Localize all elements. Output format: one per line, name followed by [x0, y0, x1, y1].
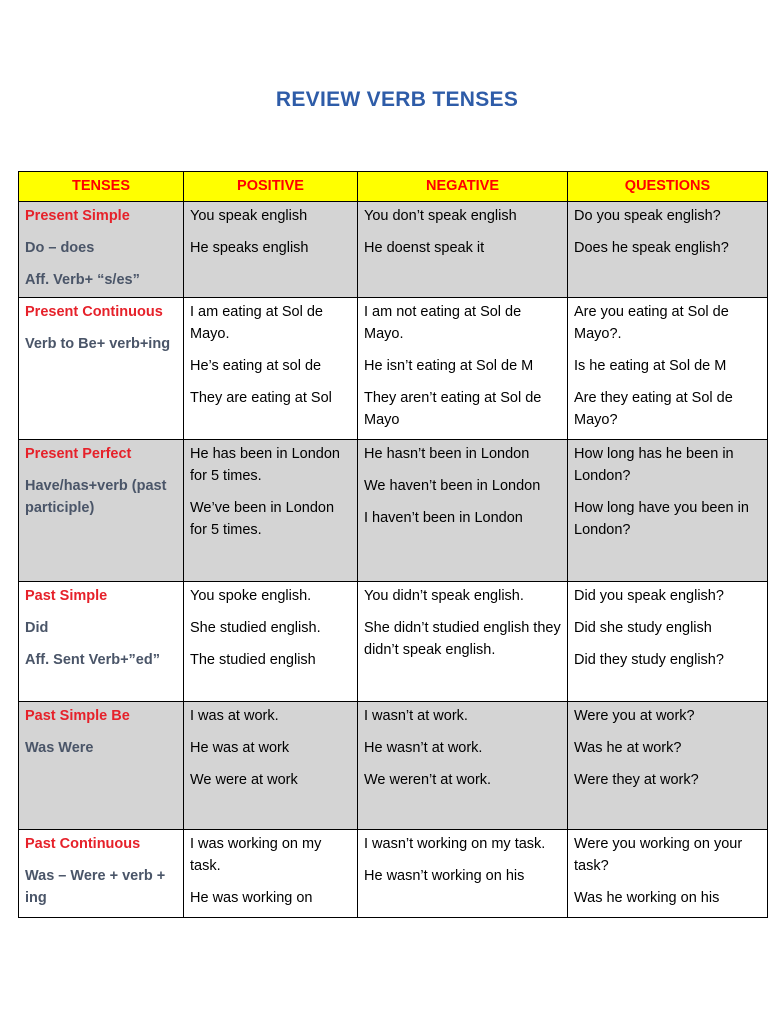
example-sentence: Were you working on your task? — [574, 836, 743, 874]
example-sentence: I wasn’t at work. — [364, 708, 468, 724]
example-sentence: They are eating at Sol — [190, 390, 332, 406]
table-row — [19, 202, 768, 298]
header-negative: NEGATIVE — [358, 172, 568, 202]
questions-cell — [568, 702, 768, 830]
tense-rule: Was Were — [25, 740, 94, 756]
tense-rule: Verb to Be+ verb+ing — [25, 336, 171, 352]
example-sentence: He isn’t eating at Sol de M — [364, 358, 534, 374]
example-sentence: We were at work — [190, 772, 298, 788]
tense-name: Past Simple — [25, 588, 108, 604]
questions-cell — [568, 202, 768, 298]
tense-rule: Did — [25, 620, 49, 636]
negative-cell — [358, 440, 568, 582]
positive-cell — [184, 202, 358, 298]
example-sentence: He hasn’t been in London — [364, 446, 530, 462]
table-row — [19, 440, 768, 582]
example-sentence: Did you speak english? — [574, 588, 724, 604]
example-sentence: Are they eating at Sol de Mayo? — [574, 390, 733, 428]
example-sentence: We haven’t been in London — [364, 478, 541, 494]
header-positive: POSITIVE — [184, 172, 358, 202]
tense-name: Present Simple — [25, 208, 130, 224]
negative-cell — [358, 702, 568, 830]
example-sentence: We’ve been in London for 5 times. — [190, 500, 335, 538]
example-sentence: He speaks english — [190, 240, 309, 256]
questions-cell — [568, 440, 768, 582]
tense-rule: Do – does — [25, 240, 95, 256]
example-sentence: I was at work. — [190, 708, 279, 724]
negative-cell — [358, 582, 568, 702]
tense-name: Past Simple Be — [25, 708, 130, 724]
tense-cell — [19, 440, 184, 582]
example-sentence: You didn’t speak english. — [364, 588, 524, 604]
tense-cell — [19, 830, 184, 918]
example-sentence: You spoke english. — [190, 588, 312, 604]
example-sentence: He was at work — [190, 740, 290, 756]
example-sentence: We weren’t at work. — [364, 772, 492, 788]
example-sentence: I am not eating at Sol de Mayo. — [364, 304, 522, 342]
positive-cell — [184, 440, 358, 582]
example-sentence: He’s eating at sol de — [190, 358, 322, 374]
table-header-row — [19, 172, 768, 202]
example-sentence: Did she study english — [574, 620, 712, 636]
example-sentence: How long have you been in London? — [574, 500, 749, 538]
example-sentence: He has been in London for 5 times. — [190, 446, 340, 484]
tense-cell — [19, 202, 184, 298]
example-sentence: The studied english — [190, 652, 316, 668]
example-sentence: You speak english — [190, 208, 308, 224]
questions-cell — [568, 582, 768, 702]
example-sentence: He wasn’t at work. — [364, 740, 483, 756]
positive-cell — [184, 298, 358, 440]
example-sentence: He wasn’t working on his — [364, 868, 525, 884]
example-sentence: Were they at work? — [574, 772, 699, 788]
example-sentence: Was he at work? — [574, 740, 682, 756]
tense-rule: Aff. Verb+ “s/es” — [25, 272, 140, 288]
tense-rule: Was – Were + verb + ing — [25, 868, 166, 906]
page-title: REVIEW VERB TENSES — [275, 88, 519, 111]
table-row — [19, 830, 768, 918]
example-sentence: Do you speak english? — [574, 208, 721, 224]
tense-name: Present Perfect — [25, 446, 132, 462]
tense-rule: Aff. Sent Verb+”ed” — [25, 652, 160, 668]
example-sentence: Does he speak english? — [574, 240, 729, 256]
verb-tenses-table — [18, 171, 768, 918]
example-sentence: Is he eating at Sol de M — [574, 358, 727, 374]
tense-rule: Have/has+verb (past participle) — [25, 478, 167, 516]
tense-cell — [19, 298, 184, 440]
negative-cell — [358, 830, 568, 918]
positive-cell — [184, 582, 358, 702]
table-row — [19, 582, 768, 702]
example-sentence: She didn’t studied english they didn’t speak english. — [364, 620, 561, 658]
tense-name: Past Continuous — [25, 836, 141, 852]
table-row — [19, 702, 768, 830]
questions-cell — [568, 298, 768, 440]
example-sentence: Did they study english? — [574, 652, 724, 668]
questions-cell — [568, 830, 768, 918]
example-sentence: I wasn’t working on my task. — [364, 836, 546, 852]
example-sentence: I haven’t been in London — [364, 510, 523, 526]
example-sentence: They aren’t eating at Sol de Mayo — [364, 390, 542, 428]
negative-cell — [358, 298, 568, 440]
positive-cell — [184, 830, 358, 918]
example-sentence: You don’t speak english — [364, 208, 517, 224]
tense-cell — [19, 582, 184, 702]
example-sentence: He was working on — [190, 890, 313, 906]
tense-name: Present Continuous — [25, 304, 163, 320]
example-sentence: Are you eating at Sol de Mayo?. — [574, 304, 729, 342]
header-questions: QUESTIONS — [568, 172, 768, 202]
example-sentence: She studied english. — [190, 620, 321, 636]
table-row — [19, 298, 768, 440]
example-sentence: He doenst speak it — [364, 240, 485, 256]
example-sentence: How long has he been in London? — [574, 446, 734, 484]
example-sentence: Was he working on his — [574, 890, 720, 906]
positive-cell — [184, 702, 358, 830]
example-sentence: I was working on my task. — [190, 836, 322, 874]
example-sentence: Were you at work? — [574, 708, 695, 724]
tense-cell — [19, 702, 184, 830]
header-tenses: TENSES — [19, 172, 184, 202]
example-sentence: I am eating at Sol de Mayo. — [190, 304, 323, 342]
negative-cell — [358, 202, 568, 298]
